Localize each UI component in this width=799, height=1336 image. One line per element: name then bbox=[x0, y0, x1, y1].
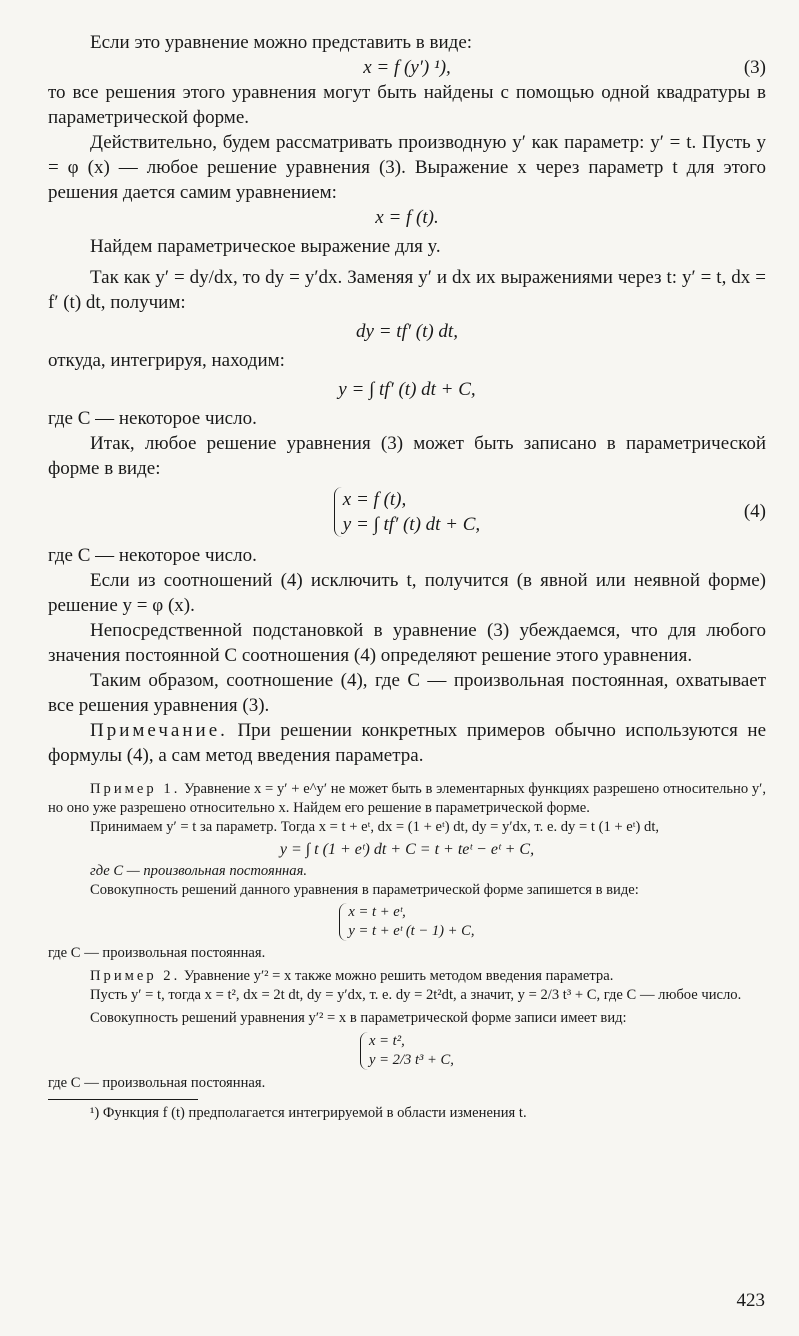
footnote: ¹) Функция f (t) предполагается интегрируемой в области изменения t. bbox=[90, 1105, 527, 1121]
equation-3: x = f (y′) ¹), (3) bbox=[363, 57, 766, 78]
equation-system-4 bbox=[48, 487, 766, 537]
paragraph: где C — произвольная постоянная. bbox=[90, 863, 308, 879]
paragraph: Совокупность решений уравнения y′² = x в параметрической форме записи имеет вид: bbox=[90, 1010, 627, 1026]
page-number: 423 bbox=[736, 1290, 765, 1311]
equation-system bbox=[48, 1032, 766, 1070]
brace-system: x = t², y = 2/3 t³ + C, bbox=[360, 1032, 454, 1070]
paragraph: Совокупность решений данного уравнения в параметрической форме запишется в виде: bbox=[90, 882, 639, 898]
equation-system bbox=[48, 903, 766, 941]
paragraph: откуда, интегрируя, находим: bbox=[48, 350, 285, 371]
paragraph: Если это уравнение можно представить в виде: bbox=[90, 32, 473, 53]
brace-system: x = f (t), y = ∫ tf′ (t) dt + C, bbox=[334, 487, 480, 537]
example-label: Пример 2. bbox=[90, 968, 181, 984]
paragraph: Если из соотношений (4) исключить t, получится (в явной или неявной форме) решение y = φ (x). bbox=[48, 570, 766, 616]
paragraph: где C — некоторое число. bbox=[48, 408, 257, 429]
note-label: Примечание. bbox=[90, 720, 228, 741]
paragraph: Таким образом, соотношение (4), где C — произвольная постоянная, охватывает все решения уравнения (3). bbox=[48, 670, 766, 716]
paragraph: Действительно, будем рассматривать производную y′ как параметр: y′ = t. Пусть y = φ (x) — любое решение уравнения (3). Выражение x через параметр t для этого решения дается самим уравнением: bbox=[48, 132, 766, 203]
equation: y = ∫ tf′ (t) dt + C, bbox=[338, 379, 476, 400]
example-2: Пример 2. Уравнение y′² = x также можно решить методом введения параметра. bbox=[90, 968, 614, 984]
paragraph: Принимаем y′ = t за параметр. Тогда x = t + eᵗ, dx = (1 + eᵗ) dt, dy = y′dx, т. е. dy = t (1 + eᵗ) dt, bbox=[90, 819, 660, 835]
note: Примечание. При решении конкретных примеров обычно используются не формулы (4), а сам метод введения параметра. bbox=[48, 720, 766, 766]
example-1: Пример 1. Уравнение x = y′ + e^y′ не может быть в элементарных функциях разрешено относительно y′, но оно уже разрешено относительно x. Найдем его решение в параметрической форме. bbox=[48, 781, 767, 816]
brace-system: x = t + eᵗ, y = t + eᵗ (t − 1) + C, bbox=[339, 903, 474, 941]
equation: dy = tf′ (t) dt, bbox=[356, 321, 458, 342]
paragraph: где C — произвольная постоянная. bbox=[48, 1075, 266, 1091]
paragraph: Пусть y′ = t, тогда x = t², dx = 2t dt, dy = y′dx, т. е. dy = 2t²dt, а значит, y = 2/3 t³ + C, где C — любое число. bbox=[90, 987, 742, 1003]
paragraph: то все решения этого уравнения могут быть найдены с помощью одной квадратуры в параметрической форме. bbox=[48, 82, 766, 128]
page-body bbox=[48, 30, 766, 1123]
paragraph: Найдем параметрическое выражение для y. bbox=[90, 236, 441, 257]
example-label: Пример 1. bbox=[90, 781, 181, 797]
equation-number: (4) bbox=[743, 501, 766, 522]
footnote-divider bbox=[48, 1099, 198, 1100]
paragraph: где C — произвольная постоянная. bbox=[48, 945, 266, 961]
paragraph: Итак, любое решение уравнения (3) может быть записано в параметрической форме в виде: bbox=[48, 433, 766, 479]
equation: y = ∫ t (1 + eᵗ) dt + C = t + teᵗ − eᵗ + C, bbox=[279, 841, 535, 858]
equation-number: (3) bbox=[743, 57, 766, 78]
paragraph: Так как y′ = dy/dx, то dy = y′dx. Заменяя y′ и dx их выражениями через t: y′ = t, dx = f′ (t) dt, получим: bbox=[48, 267, 766, 313]
paragraph: где C — некоторое число. bbox=[48, 545, 257, 566]
equation: x = f (t). bbox=[375, 207, 439, 228]
paragraph: Непосредственной подстановкой в уравнение (3) убеждаемся, что для любого значения постоянной C соотношения (4) определяют решение этого уравнения. bbox=[48, 620, 766, 666]
